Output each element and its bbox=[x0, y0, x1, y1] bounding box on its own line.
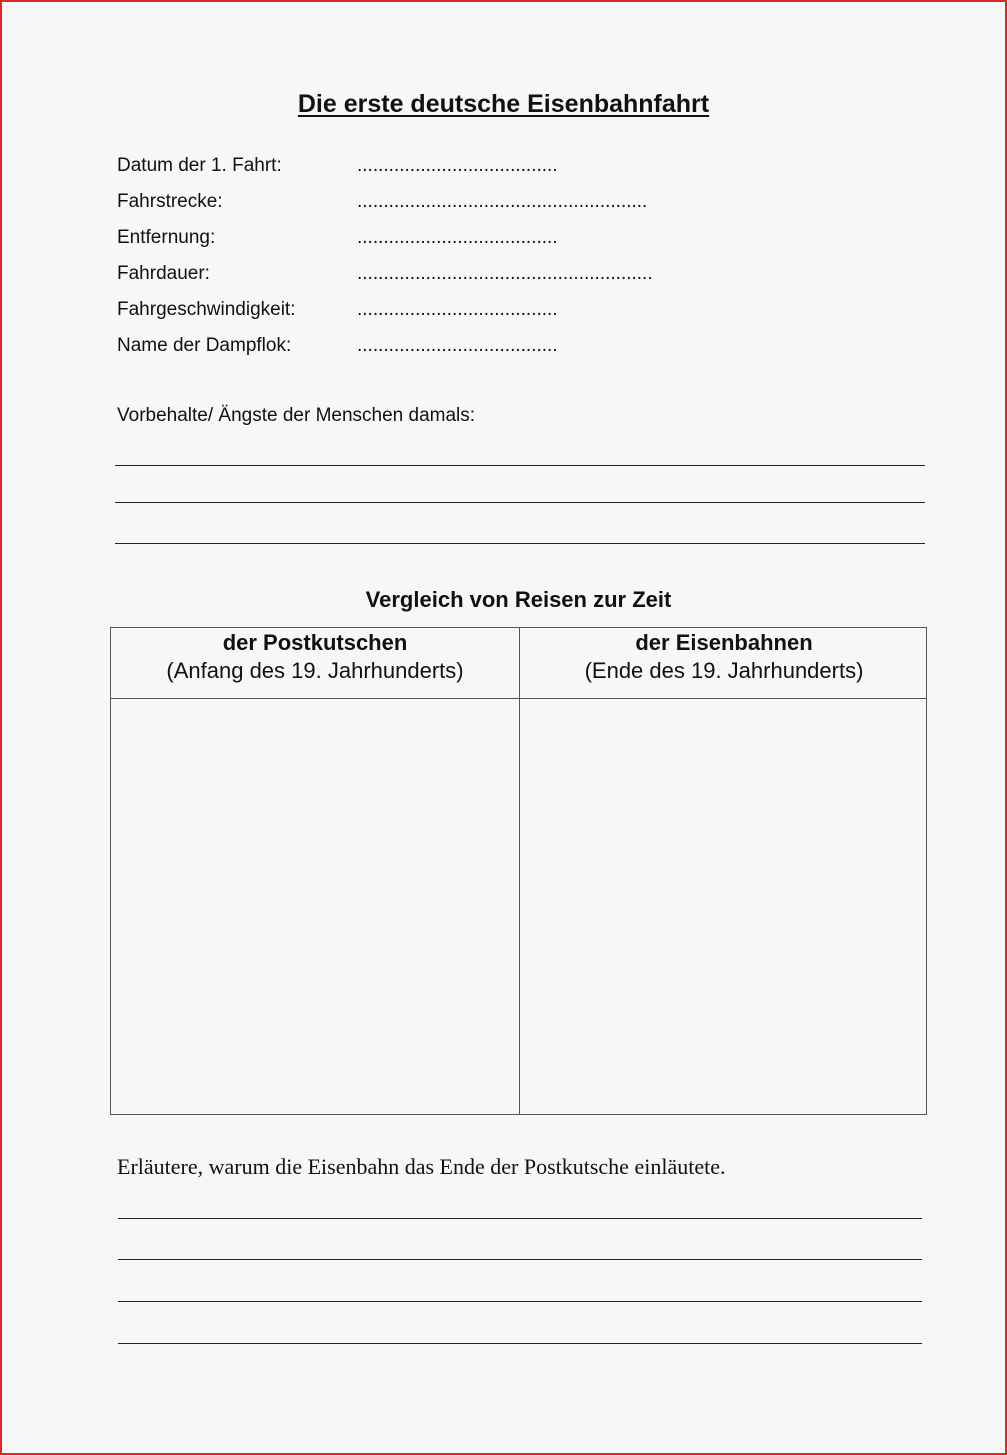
info-label: Fahrstrecke: bbox=[117, 191, 223, 212]
answer-field[interactable]: ....................................................... bbox=[357, 191, 648, 212]
column-subtitle: (Ende des 19. Jahrhunderts) bbox=[584, 658, 864, 683]
page-title: Die erste deutsche Eisenbahnfahrt bbox=[297, 90, 710, 118]
answer-field[interactable]: ...................................... bbox=[357, 335, 558, 356]
info-label: Name der Dampflok: bbox=[117, 335, 292, 356]
info-label: Entfernung: bbox=[117, 227, 216, 248]
answer-field[interactable]: ...................................... bbox=[357, 227, 558, 248]
comparison-table bbox=[110, 627, 927, 1115]
task-answer-line[interactable] bbox=[118, 1259, 922, 1260]
info-row-distance bbox=[117, 227, 817, 251]
column-title: der Eisenbahnen bbox=[635, 630, 813, 655]
task-answer-line[interactable] bbox=[118, 1301, 922, 1302]
railway-answer-cell[interactable] bbox=[520, 699, 928, 1114]
concerns-answer-line[interactable] bbox=[115, 502, 925, 503]
answer-field[interactable]: ...................................... bbox=[357, 299, 558, 320]
info-row-duration bbox=[117, 263, 817, 287]
column-title: der Postkutschen bbox=[222, 630, 408, 655]
info-label: Datum der 1. Fahrt: bbox=[117, 155, 282, 176]
info-row-route bbox=[117, 191, 817, 215]
info-label: Fahrdauer: bbox=[117, 263, 210, 284]
info-row-date bbox=[117, 155, 817, 179]
task-answer-line[interactable] bbox=[118, 1343, 922, 1344]
task-prompt: Erläutere, warum die Eisenbahn das Ende der Postkutsche einläutete. bbox=[117, 1154, 726, 1179]
answer-field[interactable]: ........................................................ bbox=[357, 263, 653, 284]
concerns-answer-line[interactable] bbox=[115, 543, 925, 544]
info-row-speed bbox=[117, 299, 817, 323]
concerns-answer-line[interactable] bbox=[115, 465, 925, 466]
column-header-stagecoach bbox=[111, 628, 519, 698]
concerns-label: Vorbehalte/ Ängste der Menschen damals: bbox=[117, 405, 476, 426]
column-header-railway bbox=[520, 628, 928, 698]
task-answer-line[interactable] bbox=[118, 1218, 922, 1219]
info-label: Fahrgeschwindigkeit: bbox=[117, 299, 296, 320]
comparison-heading: Vergleich von Reisen zur Zeit bbox=[365, 587, 672, 612]
info-row-locomotive bbox=[117, 335, 817, 359]
answer-field[interactable]: ...................................... bbox=[357, 155, 558, 176]
column-subtitle: (Anfang des 19. Jahrhunderts) bbox=[166, 658, 464, 683]
stagecoach-answer-cell[interactable] bbox=[111, 699, 519, 1114]
